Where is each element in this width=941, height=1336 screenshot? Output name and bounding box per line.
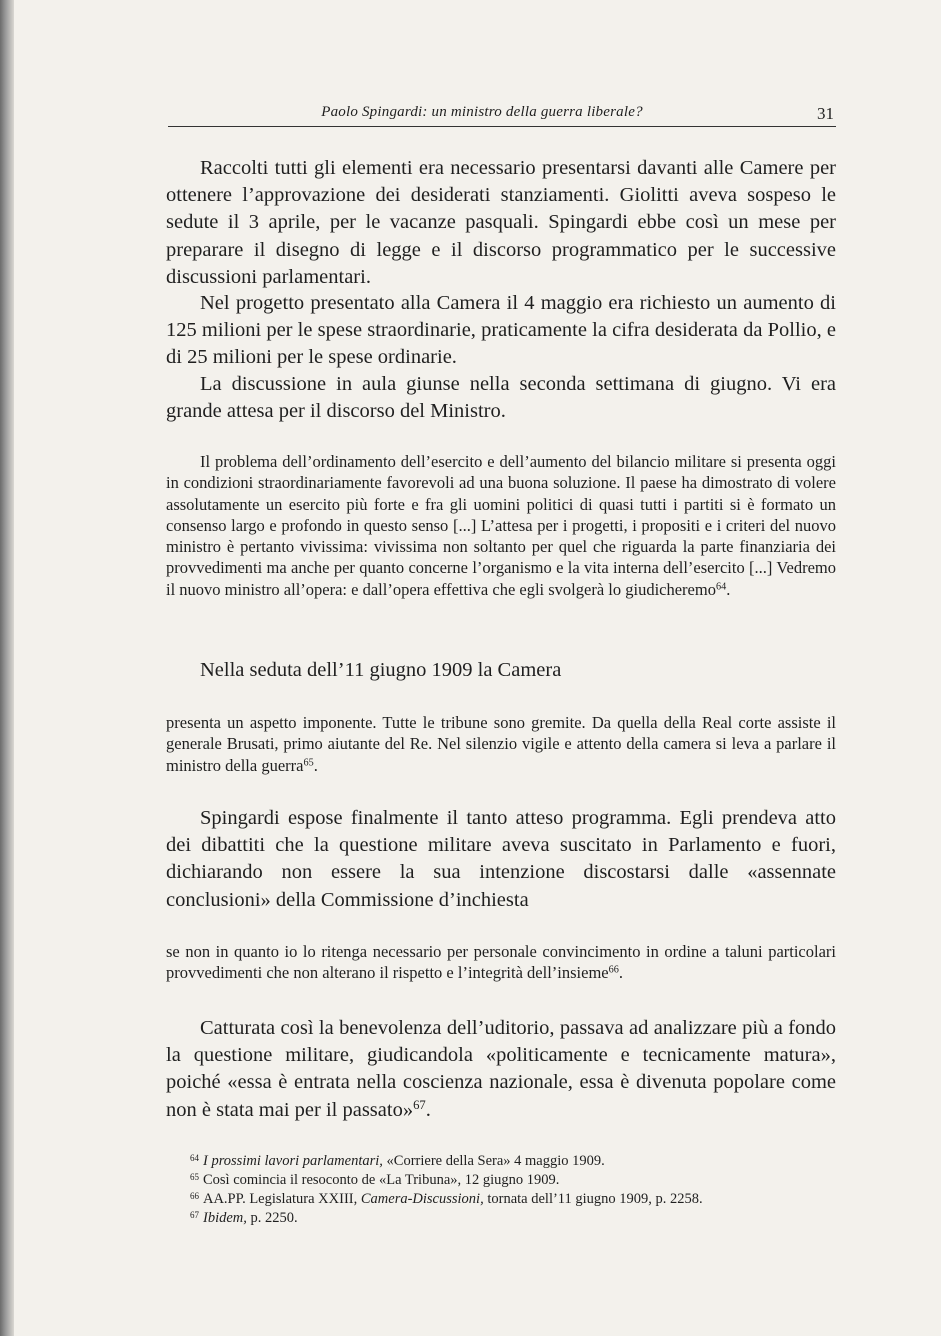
paragraph-3: La discussione in aula giunse nella seconda settimana di giugno. Vi era grande attesa per il discorso del Ministro. [166, 373, 836, 423]
book-spine-shadow [0, 0, 14, 1336]
footnote-ref-64[interactable]: 64 [715, 581, 727, 593]
footnote-title: Ibidem, [202, 1210, 247, 1226]
block-quote-1-text: Il problema dell’ordinamento dell’esercito e dell’aumento del bilancio militare si presenta oggi in condizioni straordinariamente favorevoli ad una buona soluzione. Il paese ha dimostrato di volere assolutamente un esercito più forte e fra gli uomini politici di quasi tutti i partiti si è formato un consenso largo e profondo in questo senso [...] L’attesa per i progetti, i propositi e i criteri del nuovo ministro è pertanto vivissima: vivissima non soltanto per quel che riguarda la parte finanziaria dei provvedimenti ma anche per quanto concerne l’organismo e la vita interna dell’esercito [...] Vedremo il nuovo ministro all’opera: e dall’opera effettiva che egli svolgerà lo giudicheremo [166, 452, 836, 599]
footnote-title: I prossimi lavori parlamentari, [202, 1153, 383, 1169]
paragraph-6-text: Catturata così la benevolenza dell’uditorio, passava ad analizzare più a fondo la questione militare, giudicandola «politicamente e tecnicamente matura», poiché «essa è entrata nella coscienza nazionale, essa è divenuta popolare come non è stata mai per il passato» [166, 1017, 836, 1121]
block-quote-3: se non in quanto io lo ritenga necessario per personale convincimento in ordine a taluni particolari provvedimenti che non alterano il rispetto e l’integrità dell’insieme$^{66}$. [166, 942, 836, 983]
footnote-ref-67[interactable]: 67 [413, 1097, 426, 1112]
footnote-66 [190, 1190, 836, 1209]
footnote-title: Camera-Discussioni, [360, 1191, 484, 1207]
footnote-text: Così comincia il resoconto de «La Tribuna», 12 giugno 1909. [202, 1172, 560, 1188]
paragraph-1: Raccolti tutti gli elementi era necessario presentarsi davanti alle Camere per ottenere l’approvazione dei desiderati stanziamenti. Giolitti aveva sospeso le sedute il 3 aprile, per le vacanze pasquali. Spingardi ebbe così un mese per preparare il disegno di legge e il discorso programmatico per le successive discussioni parlamentari. [166, 157, 836, 288]
footnote-67 [190, 1209, 836, 1228]
footnote-source: AA.PP. Legislatura XXIII, [202, 1191, 361, 1207]
paragraph-4: Nella seduta dell’11 giugno 1909 la Camera [200, 659, 562, 681]
footnote-number: 67 [190, 1209, 199, 1220]
footnote-64 [190, 1152, 836, 1171]
paragraph-2: Nel progetto presentato alla Camera il 4 maggio era richiesto un aumento di 125 milioni per le spese straordinarie, praticamente la cifra desiderata da Pollio, e di 25 milioni per le spese ordinarie. [166, 292, 836, 369]
footnote-number: 66 [190, 1190, 199, 1201]
running-title: Paolo Spingardi: un ministro della guerra liberale? [321, 104, 643, 120]
footnote-text: «Corriere della Sera» 4 maggio 1909. [382, 1153, 605, 1169]
footnotes [190, 1152, 836, 1228]
running-header [168, 104, 836, 127]
footnote-ref-66[interactable]: 66 [608, 964, 619, 976]
footnote-text: p. 2250. [246, 1210, 298, 1226]
block-quote-2: presenta un aspetto imponente. Tutte le tribune sono gremite. Da quella della Real corte assiste il generale Brusati, primo aiutante del Re. Nel silenzio vigile e attento della camera si leva a parlare il ministro della guerra$^{65}$. [166, 713, 836, 775]
footnote-text: tornata dell’11 giugno 1909, p. 2258. [483, 1191, 703, 1207]
block-quote-2-text: presenta un aspetto imponente. Tutte le tribune sono gremite. Da quella della Real corte assiste il generale Brusati, primo aiutante del Re. Nel silenzio vigile e attento della camera si leva a parlare il ministro della guerra [166, 713, 836, 775]
page-number: 31 [817, 104, 834, 123]
paragraph-6: Catturata così la benevolenza dell’uditorio, passava ad analizzare più a fondo la questione militare, giudicandola «politicamente e tecnicamente matura», poiché «essa è entrata nella coscienza nazionale, essa è divenuta popolare come non è stata mai per il passato»$^{67}$. [166, 1017, 836, 1121]
footnote-number: 64 [190, 1152, 199, 1163]
paragraph-5: Spingardi espose finalmente il tanto atteso programma. Egli prendeva atto dei dibattiti che la questione militare aveva suscitato in Parlamento e fuori, dichiarando non essere la sua intenzione discostarsi dalle «assennate conclusioni» della Commissione d’inchiesta [166, 807, 836, 911]
footnote-number: 65 [190, 1171, 199, 1182]
footnote-65 [190, 1171, 836, 1190]
block-quote-3-text: se non in quanto io lo ritenga necessario per personale convincimento in ordine a taluni particolari provvedimenti che non alterano il rispetto e l’integrità dell’insieme [166, 942, 836, 983]
footnote-ref-65[interactable]: 65 [303, 756, 314, 768]
block-quote-1: Il problema dell’ordinamento dell’esercito e dell’aumento del bilancio militare si presenta oggi in condizioni straordinariamente favorevoli ad una buona soluzione. Il paese ha dimostrato di volere assolutamente un esercito più forte e fra gli uomini politici di quasi tutti i partiti si è formato un consenso largo e profondo in questo senso [...] L’attesa per i progetti, i propositi e i criteri del nuovo ministro è pertanto vivissima: vivissima non soltanto per quel che riguarda la parte finanziaria dei provvedimenti ma anche per quanto concerne l’organismo e la vita interna dell’esercito [...] Vedremo il nuovo ministro all’opera: e dall’opera effettiva che egli svolgerà lo giudicheremo$^{64}$. [166, 452, 836, 599]
